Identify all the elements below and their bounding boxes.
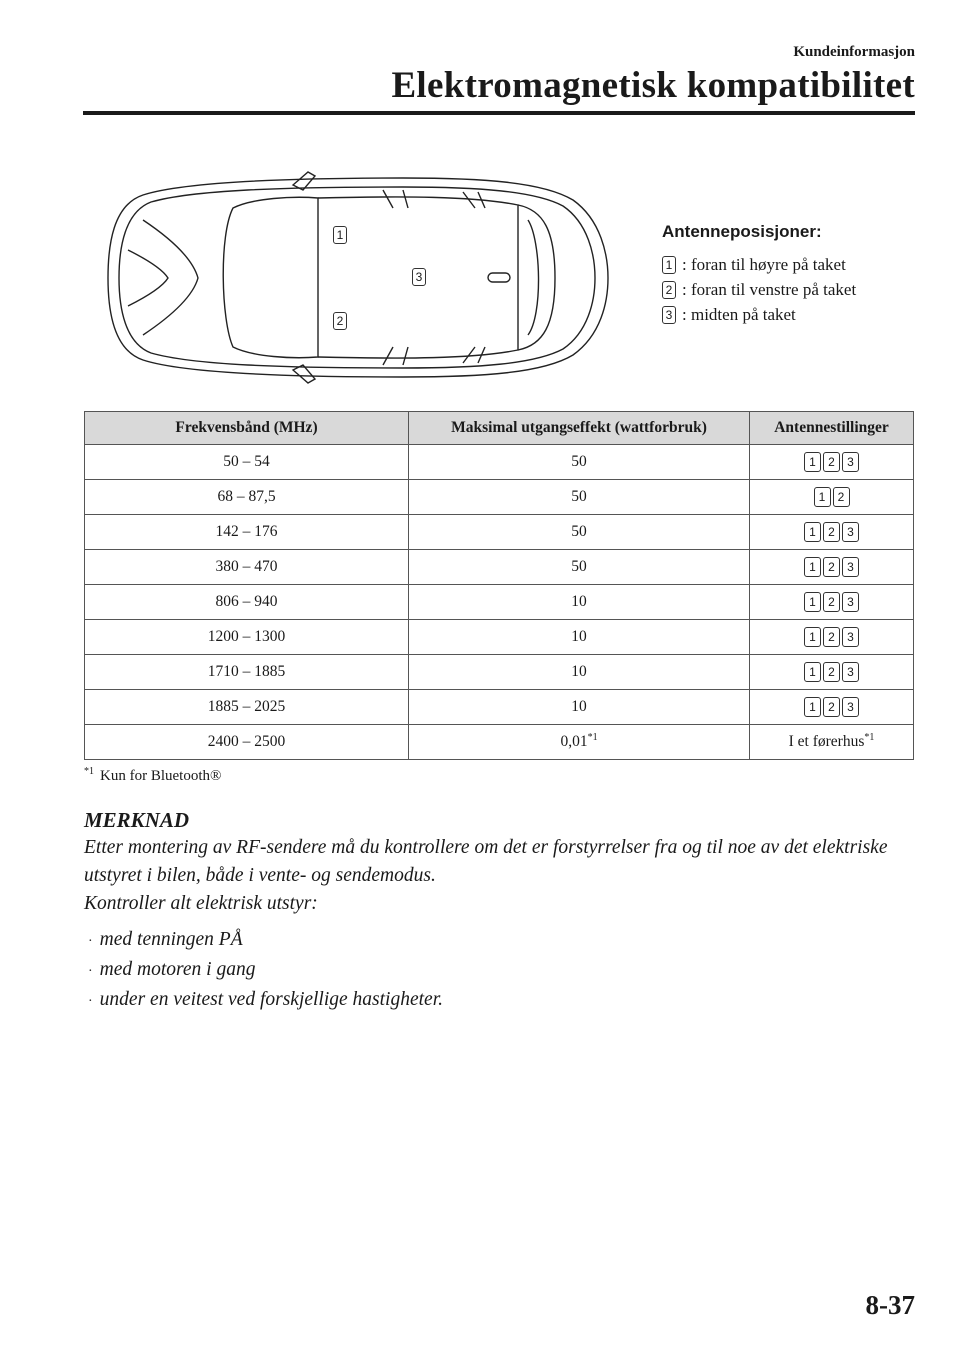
antenna-cell — [750, 480, 914, 515]
antenna-number-badge: 2 — [823, 592, 840, 612]
table-row — [85, 585, 914, 620]
car-label-1: 1 — [333, 226, 353, 244]
list-item: · under en veitest ved forskjellige hastigheter. — [88, 989, 443, 1010]
legend-item-text: : foran til venstre på taket — [682, 279, 857, 299]
antenna-number-badge: 3 — [842, 557, 859, 577]
antenna-number-badge: 2 — [823, 627, 840, 647]
antenna-number-badge: 1 — [814, 487, 831, 507]
antenna-badges — [754, 627, 909, 647]
power-cell: 0,01$^{*1}$ — [409, 725, 750, 760]
table-row — [85, 445, 914, 480]
antenna-cell — [750, 515, 914, 550]
note-body: Etter montering av RF-sendere må du kontrollere om det er forstyrrelser fra og til noe av det elektriske utstyret i bilen, både i vente- og sendemodus. — [84, 837, 888, 886]
antenna-cell — [750, 655, 914, 690]
power-cell: 50 — [409, 515, 750, 550]
power-cell: 10 — [409, 690, 750, 725]
header-rule — [83, 111, 915, 115]
note-heading: MERKNAD — [84, 808, 190, 832]
page-title: Elektromagnetisk kompatibilitet — [391, 65, 915, 106]
power-cell: 10 — [409, 585, 750, 620]
antenna-number-badge: 2 — [833, 487, 850, 507]
antenna-cell — [750, 445, 914, 480]
antenna-number-badge: 3 — [842, 697, 859, 717]
table-header-row — [85, 412, 914, 445]
antenna-badges — [754, 522, 909, 542]
antenna-number-badge: 3 — [662, 306, 676, 324]
antenna-cell: I et førerhus$^{*1}$ — [750, 725, 914, 760]
freq-cell: 68 – 87,5 — [85, 480, 409, 515]
car-top-view-illustration — [103, 160, 613, 395]
freq-cell: 1200 – 1300 — [85, 620, 409, 655]
antenna-number-badge: 1 — [804, 662, 821, 682]
antenna-number-badge: 1 — [804, 627, 821, 647]
legend-heading: Antenneposisjoner: — [662, 222, 822, 241]
freq-cell: 50 – 54 — [85, 445, 409, 480]
freq-cell: 806 – 940 — [85, 585, 409, 620]
legend-item — [662, 277, 856, 302]
table-row — [85, 480, 914, 515]
table-row — [85, 690, 914, 725]
antenna-number-badge: 1 — [804, 522, 821, 542]
antenna-legend — [662, 222, 856, 327]
antenna-number-badge: 2 — [823, 557, 840, 577]
antenna-number-badge: 3 — [842, 662, 859, 682]
antenna-cell — [750, 550, 914, 585]
antenna-number-badge: 3 — [842, 522, 859, 542]
car-label-2: 2 — [333, 312, 353, 330]
legend-item-text: : midten på taket — [682, 304, 796, 324]
freq-cell: 2400 – 2500 — [85, 725, 409, 760]
page-number: 8-37 — [865, 1290, 915, 1320]
antenna-badges — [754, 697, 909, 717]
car-label-3: 3 — [412, 268, 432, 286]
freq-cell: 142 – 176 — [85, 515, 409, 550]
column-header: Frekvensbånd (MHz) — [85, 412, 409, 445]
list-item: · med motoren i gang — [88, 959, 256, 980]
table-row — [85, 620, 914, 655]
frequency-table — [84, 411, 914, 760]
list-item: · med tenningen PÅ — [88, 929, 243, 950]
antenna-number-badge: 1 — [804, 557, 821, 577]
antenna-number-badge: 3 — [842, 452, 859, 472]
antenna-number-badge: 3 — [842, 627, 859, 647]
power-cell: 10 — [409, 655, 750, 690]
table-row — [85, 550, 914, 585]
power-cell: 10 — [409, 620, 750, 655]
footnote: $^{*1}$ Kun for Bluetooth® — [84, 766, 222, 784]
antenna-number-badge: 2 — [823, 522, 840, 542]
freq-cell: 1710 – 1885 — [85, 655, 409, 690]
table-row — [85, 725, 914, 760]
antenna-badges — [754, 452, 909, 472]
antenna-cell — [750, 690, 914, 725]
antenna-number-badge: 2 — [662, 281, 676, 299]
bullet-list — [84, 926, 924, 1016]
note-subheading: Kontroller alt elektrisk utstyr: — [84, 893, 318, 914]
antenna-badges — [754, 557, 909, 577]
freq-cell: 380 – 470 — [85, 550, 409, 585]
power-cell: 50 — [409, 480, 750, 515]
antenna-number-badge: 2 — [823, 452, 840, 472]
freq-cell: 1885 – 2025 — [85, 690, 409, 725]
power-cell: 50 — [409, 550, 750, 585]
antenna-cell — [750, 585, 914, 620]
table-row — [85, 655, 914, 690]
antenna-number-badge: 2 — [823, 697, 840, 717]
column-header: Maksimal utgangseffekt (wattforbruk) — [409, 412, 750, 445]
table-row — [85, 515, 914, 550]
power-cell: 50 — [409, 445, 750, 480]
antenna-number-badge: 3 — [842, 592, 859, 612]
column-header: Antennestillinger — [750, 412, 914, 445]
antenna-number-badge: 1 — [662, 256, 676, 274]
section-label: Kundeinformasjon — [793, 44, 915, 60]
antenna-number-badge: 1 — [804, 697, 821, 717]
legend-item — [662, 302, 856, 327]
antenna-cell — [750, 620, 914, 655]
antenna-badges — [754, 592, 909, 612]
note-block — [84, 806, 924, 1016]
legend-item-text: : foran til høyre på taket — [682, 254, 846, 274]
antenna-number-badge: 1 — [804, 452, 821, 472]
antenna-number-badge: 1 — [804, 592, 821, 612]
antenna-badges — [754, 487, 909, 507]
antenna-number-badge: 2 — [823, 662, 840, 682]
antenna-badges — [754, 662, 909, 682]
legend-item — [662, 252, 856, 277]
